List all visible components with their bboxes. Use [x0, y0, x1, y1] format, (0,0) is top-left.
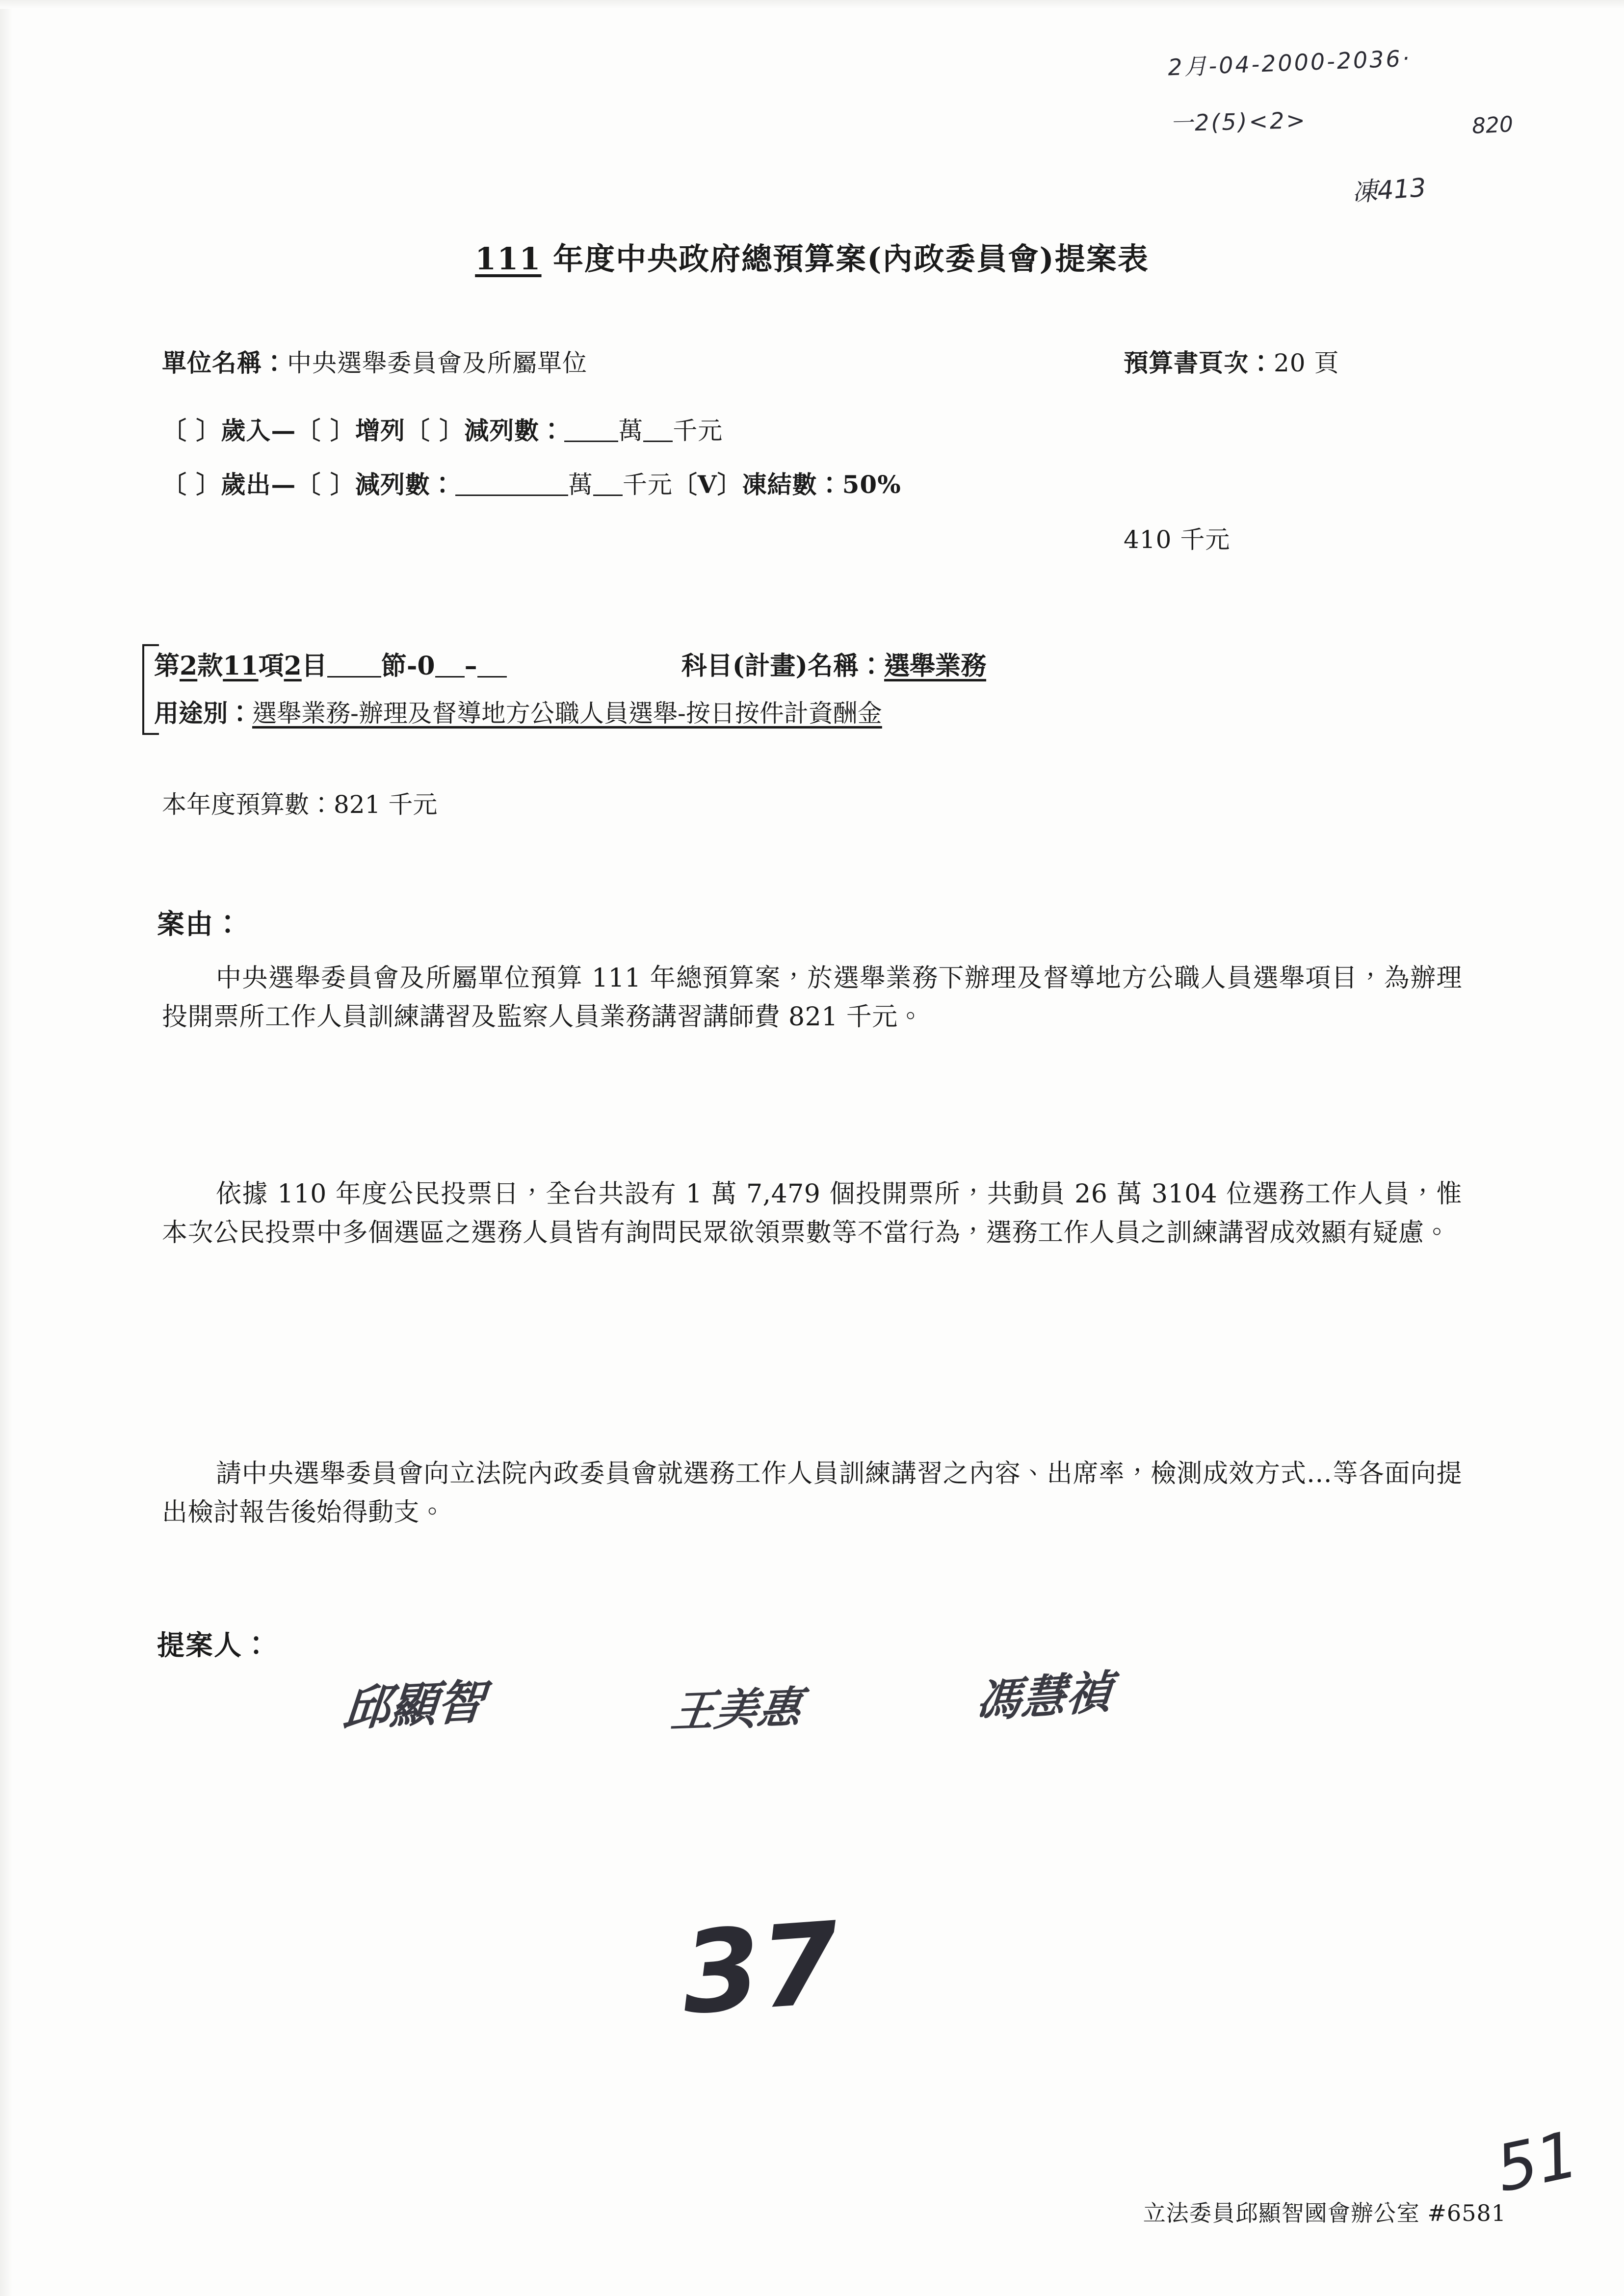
outlay-row — [162, 465, 901, 500]
budget-item-block — [142, 645, 1479, 734]
reason-paragraph-2: 依據 110 年度公民投票日，全台共設有 1 萬 7,479 個投開票所，共動員 26 萬 3104 位選務工作人員，惟本次公民投票中多個選區之選務人員皆有詢問民眾欲領票數等不當行為，選務工作人員之訓練講習成效顯有疑慮。 — [162, 1179, 1462, 1248]
income-qian-blank[interactable] — [643, 419, 673, 442]
budget-page-row — [1124, 343, 1339, 379]
xiang-suffix: 項 — [258, 651, 284, 681]
scan-edge-left — [0, 0, 13, 2296]
usage-label: 用途別： — [154, 699, 252, 728]
signature-1: 邱顯智 — [341, 1674, 487, 1737]
outlay-qian-blank[interactable] — [593, 473, 623, 496]
reason-paragraph-3: 請中央選舉委員會向立法院內政委員會就選務工作人員訓練講習之內容、出席率，檢測成效方式…等各面向提出檢討報告後始得動支。 — [162, 1459, 1462, 1528]
scan-edge-top — [0, 0, 1624, 9]
outlay-wan-blank[interactable] — [455, 473, 568, 496]
jie-suffix: 節-0 — [381, 651, 435, 681]
income-qian-unit: 千元 — [673, 417, 723, 445]
kuan-prefix: 第 — [154, 651, 180, 681]
jie-extra-blank-2[interactable] — [477, 654, 507, 678]
income-wan-blank[interactable] — [564, 419, 618, 442]
current-year-budget-value: 821 千元 — [334, 790, 438, 819]
freeze-mark: 〔V〕凍結數：50% — [672, 470, 901, 499]
subject-value: 選舉業務 — [884, 651, 987, 681]
mu-suffix: 目 — [301, 651, 327, 681]
handwritten-freeze-note: 凍413 — [1351, 173, 1427, 208]
page-title — [0, 235, 1624, 278]
jie-blank[interactable] — [327, 654, 381, 678]
reason-label: 案由： — [157, 908, 242, 940]
outlay-wan-unit: 萬 — [568, 470, 593, 499]
outlay-qian-unit: 千元 — [622, 470, 673, 499]
handwritten-page-mark: 37 — [678, 1898, 844, 2040]
outlay-label: 〔 〕歲出—〔 〕減列數： — [162, 470, 455, 499]
reason-paragraph-1: 中央選舉委員會及所屬單位預算 111 年總預算案，於選舉業務下辦理及督導地方公職人員選舉項目，為辦理投開票所工作人員訓練講習及監察人員業務講習講師費 821 千元。 — [162, 964, 1462, 1032]
current-year-budget-label: 本年度預算數： — [162, 790, 334, 819]
proposer-label: 提案人： — [157, 1629, 271, 1662]
xiang-value: 11 — [223, 651, 259, 681]
kuan-value: 2 — [180, 651, 198, 681]
mu-value: 2 — [284, 651, 302, 681]
usage-value: 選舉業務-辦理及督導地方公職人員選舉-按日按件計資酬金 — [252, 699, 882, 728]
handwritten-code-line-2: 一2(5)<2> — [1170, 106, 1308, 137]
subject-label: 科目(計畫)名稱： — [681, 651, 885, 681]
signature-2: 王美惠 — [668, 1682, 805, 1737]
footer-office: 立法委員邱顯智國會辦公室 #6581 — [1143, 2200, 1506, 2226]
unit-row — [162, 343, 587, 379]
jie-extra-blank[interactable] — [435, 654, 465, 678]
unit-label: 單位名稱： — [162, 348, 287, 377]
kuan-suffix: 款 — [197, 651, 223, 681]
budget-page-label: 預算書頁次： — [1124, 348, 1274, 377]
current-year-budget-row — [162, 785, 437, 820]
handwritten-code-line-3: 820 — [1471, 111, 1514, 139]
freeze-amount: 410 千元 — [1124, 525, 1231, 554]
budget-item-code-row: 第2款11項2目 節-0 – 科目(計畫)名稱：選舉業務 — [154, 651, 987, 681]
handwritten-corner-mark: 51 — [1490, 2116, 1585, 2207]
income-label: 〔 〕歲入—〔 〕增列〔 〕減列數： — [162, 416, 565, 445]
page-title-rest: 年度中央政府總預算案(內政委員會)提案表 — [541, 241, 1149, 277]
usage-row — [154, 694, 1479, 734]
income-wan-unit: 萬 — [618, 417, 644, 445]
handwritten-code-line-1: 2月-04-2000-2036· — [1167, 45, 1412, 81]
page-title-year: 111 — [475, 241, 542, 277]
signature-3: 馮慧禎 — [973, 1665, 1114, 1728]
budget-page-value: 20 頁 — [1274, 349, 1339, 377]
unit-value: 中央選舉委員會及所屬單位 — [287, 349, 587, 377]
income-row — [162, 411, 723, 446]
